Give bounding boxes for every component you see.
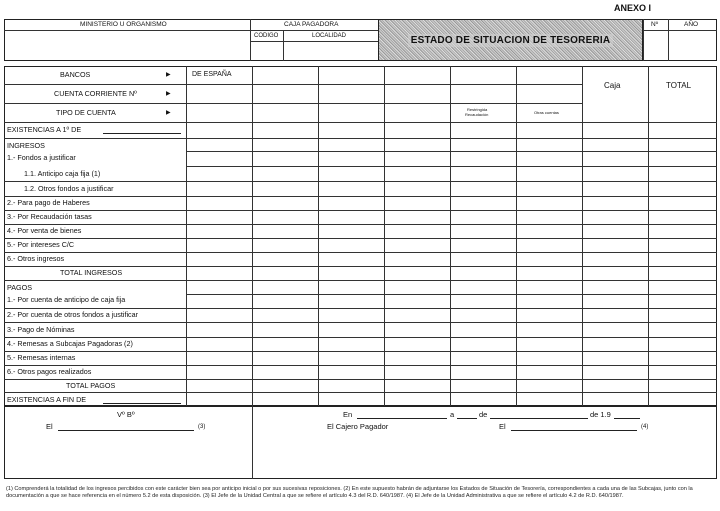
codigo-field[interactable]: [252, 43, 282, 59]
localidad-label: LOCALIDAD: [312, 33, 347, 39]
anticipo-caja-label: 1.1. Anticipo caja fija (1): [24, 169, 101, 178]
tipo-label: TIPO DE CUENTA: [56, 108, 116, 117]
form-title: ESTADO DE SITUACION DE TESORERIA: [408, 34, 614, 47]
restringida-header: Restringida: [467, 107, 488, 112]
recaudacion-header: Recaudación: [465, 112, 489, 117]
remesas-internas-label: 5.- Remesas internas: [7, 353, 76, 362]
existencias-fin-label: EXISTENCIAS A FIN DE: [7, 395, 87, 404]
bancos-arrow-icon: ▶: [166, 72, 171, 78]
total-header: TOTAL: [666, 81, 692, 90]
otros-pagos-label: 6.- Otros pagos realizados: [7, 367, 92, 376]
cajero-label: El Cajero Pagador: [327, 422, 389, 431]
footnote: (1) Comprenderá la totalidad de los ingresos percibidos con este carácter bien sea por anticipo inicial o por sus sucesivas reposiciones. (2) En este supuesto habrán de adjuntarse los Estados de Situación de Tesorería, correspondientes a cada una de las Subcajas, junto con la documentación a que se hace referencia en el número 5.2 de esta disposición. (3) El Jefe de la Unidad Central a que se refiere el artículo 4.3 del R.D. 640/1987. (4) El Jefe de la Unidad Administrativa a que se refiere el artículo 4.2 de R.D. 640/1987.: [6, 486, 693, 499]
caja-pagadora-label: CAJA PAGADORA: [284, 21, 339, 28]
cuenta-arrow-icon: ▶: [166, 91, 171, 97]
codigo-label: CODIGO: [254, 33, 279, 39]
a-label: a: [450, 410, 455, 419]
cuenta-label: CUENTA CORRIENTE Nº: [54, 89, 137, 98]
treasury-table: [4, 66, 717, 406]
recaudacion-label: 3.- Por Recaudación tasas: [7, 212, 92, 221]
ano-field[interactable]: [670, 32, 716, 59]
left-signer-field[interactable]: [58, 430, 194, 431]
el-right-label: El: [499, 422, 506, 431]
day-field[interactable]: [457, 418, 477, 419]
ano-label: AÑO: [684, 21, 699, 28]
note-3-mark: (3): [198, 424, 206, 430]
right-signer-field[interactable]: [511, 430, 637, 431]
vb-label: Vº Bº: [117, 410, 135, 419]
tipo-arrow-icon: ▶: [166, 110, 171, 116]
venta-bienes-label: 4.- Por venta de bienes: [7, 226, 82, 235]
el-left-label: El: [46, 422, 53, 431]
de-espana-header: DE ESPAÑA: [192, 71, 232, 78]
month-field[interactable]: [490, 418, 588, 419]
pago-nominas-label: 3.- Pago de Nóminas: [7, 325, 75, 334]
note-4-mark: (4): [641, 424, 649, 430]
en-label: En: [343, 410, 353, 419]
otros-ingresos-label: 6.- Otros ingresos: [7, 254, 65, 263]
ministry-field[interactable]: [6, 32, 248, 59]
annex-label: ANEXO I: [614, 3, 652, 13]
pago-anticipo-label: 1.- Por cuenta de anticipo de caja fija: [7, 295, 126, 304]
intereses-label: 5.- Por intereses C/C: [7, 240, 75, 249]
existencias-fin-field[interactable]: [103, 403, 181, 404]
pagos-heading: PAGOS: [7, 283, 33, 292]
nr-label: Nº: [651, 21, 659, 28]
de-label: de: [479, 410, 488, 419]
title-banner: [378, 19, 643, 61]
ingresos-heading: INGRESOS: [7, 141, 45, 150]
remesas-subcajas-label: 4.- Remesas a Subcajas Pagadoras (2): [7, 339, 133, 348]
haberes-label: 2.- Para pago de Haberes: [7, 198, 90, 207]
total-pagos-label: TOTAL PAGOS: [66, 381, 116, 390]
existencias-inicio-label: EXISTENCIAS A 1º DE: [7, 125, 82, 134]
year-prefix-label: de 1.9: [590, 410, 611, 419]
caja-header: Caja: [604, 81, 621, 90]
nr-field[interactable]: [645, 32, 667, 59]
existencias-inicio-field[interactable]: [103, 133, 181, 134]
otras-header: Otras cuentas: [534, 110, 559, 115]
fondos-justificar-label: 1.- Fondos a justificar: [7, 153, 76, 162]
localidad-field[interactable]: [285, 43, 377, 59]
place-field[interactable]: [357, 418, 447, 419]
pago-otros-fondos-label: 2.- Por cuenta de otros fondos a justificar: [7, 310, 139, 319]
otros-fondos-label: 1.2. Otros fondos a justificar: [24, 184, 114, 193]
ministry-label: MINISTERIO U ORGANISMO: [80, 21, 167, 28]
total-ingresos-label: TOTAL INGRESOS: [60, 268, 123, 277]
bancos-label: BANCOS: [60, 70, 91, 79]
year-field[interactable]: [614, 418, 640, 419]
